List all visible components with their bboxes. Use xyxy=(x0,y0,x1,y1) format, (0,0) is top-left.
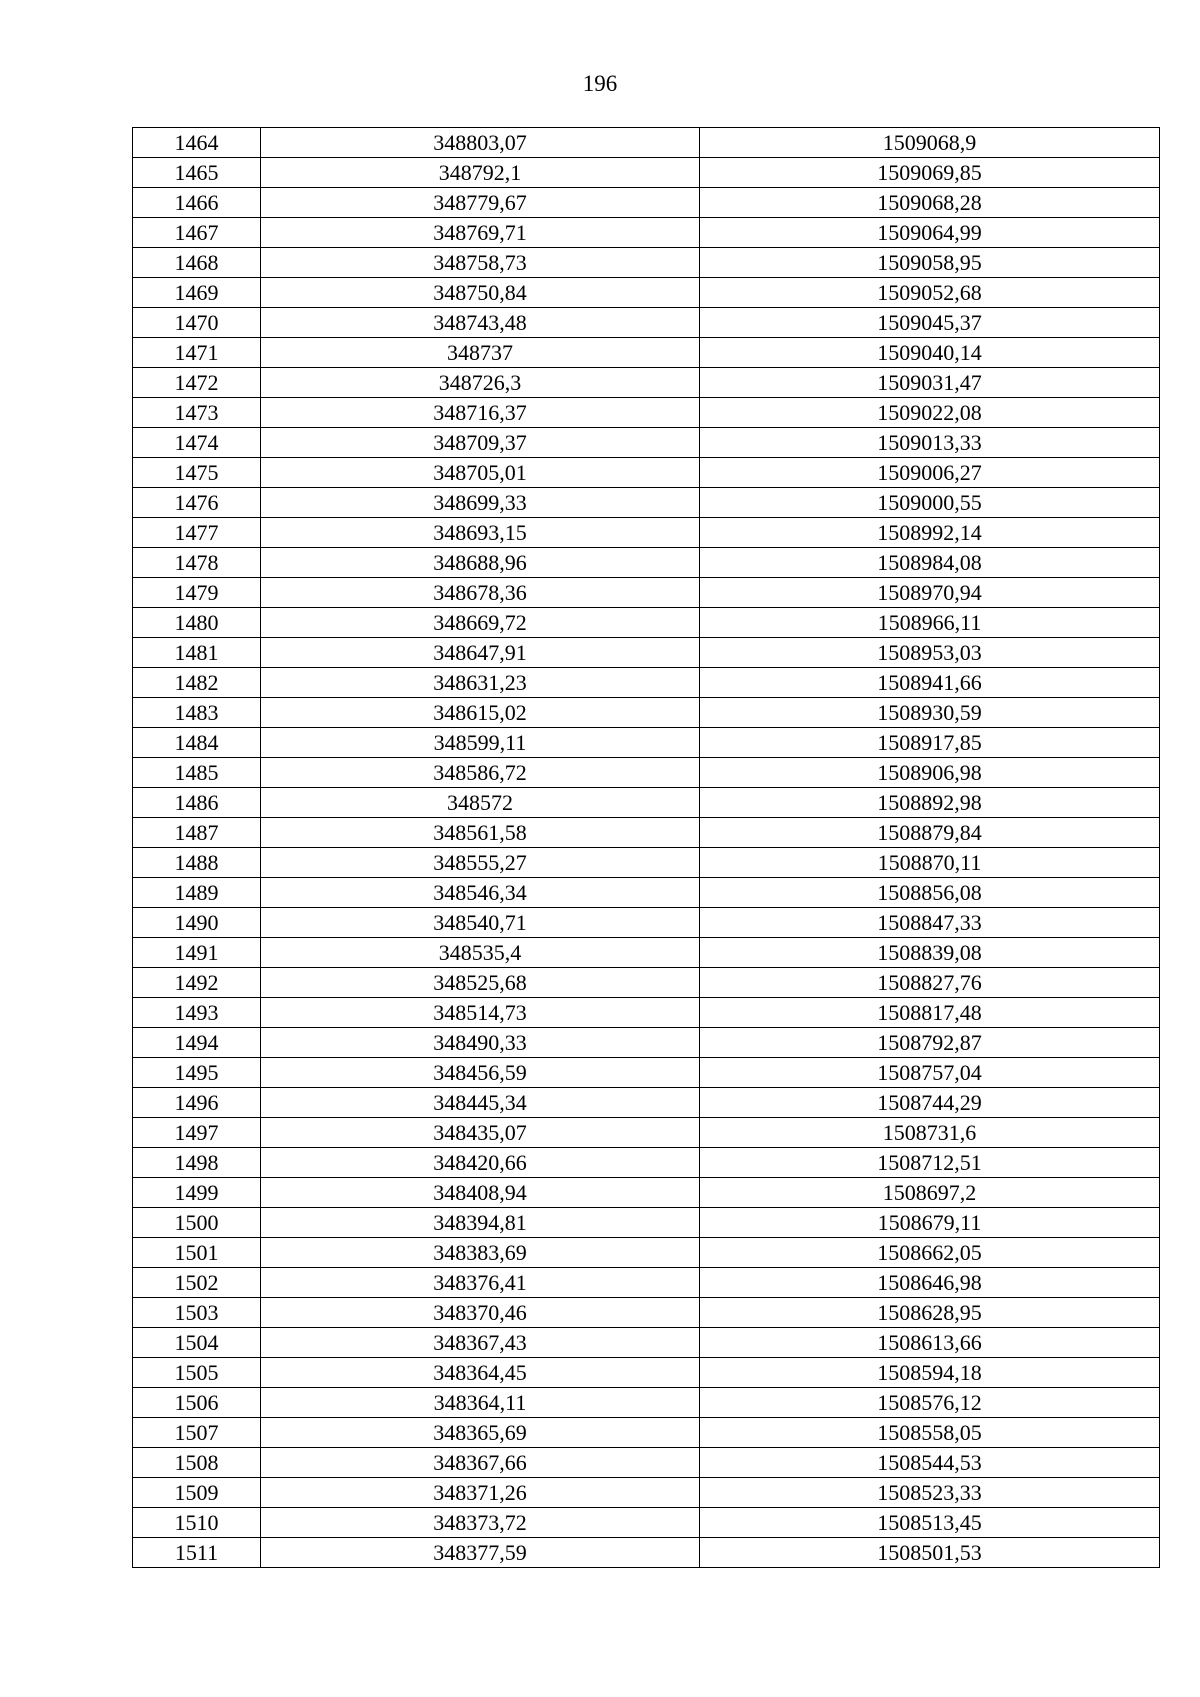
point-number-cell: 1481 xyxy=(133,638,261,668)
table-row xyxy=(133,788,1160,818)
table-row xyxy=(133,1328,1160,1358)
table-row xyxy=(133,188,1160,218)
table-row xyxy=(133,278,1160,308)
table-row xyxy=(133,128,1160,158)
x-coordinate-cell: 348525,68 xyxy=(261,968,700,998)
x-coordinate-cell: 348546,34 xyxy=(261,878,700,908)
x-coordinate-cell: 348371,26 xyxy=(261,1478,700,1508)
point-number-cell: 1465 xyxy=(133,158,261,188)
table-row xyxy=(133,338,1160,368)
table-row xyxy=(133,1088,1160,1118)
point-number-cell: 1490 xyxy=(133,908,261,938)
point-number-cell: 1509 xyxy=(133,1478,261,1508)
table-row xyxy=(133,938,1160,968)
point-number-cell: 1504 xyxy=(133,1328,261,1358)
x-coordinate-cell: 348716,37 xyxy=(261,398,700,428)
x-coordinate-cell: 348555,27 xyxy=(261,848,700,878)
point-number-cell: 1500 xyxy=(133,1208,261,1238)
point-number-cell: 1479 xyxy=(133,578,261,608)
table-row xyxy=(133,578,1160,608)
y-coordinate-cell: 1508544,53 xyxy=(700,1448,1160,1478)
point-number-cell: 1482 xyxy=(133,668,261,698)
x-coordinate-cell: 348779,67 xyxy=(261,188,700,218)
x-coordinate-cell: 348803,07 xyxy=(261,128,700,158)
point-number-cell: 1484 xyxy=(133,728,261,758)
table-row xyxy=(133,758,1160,788)
y-coordinate-cell: 1508839,08 xyxy=(700,938,1160,968)
x-coordinate-cell: 348364,11 xyxy=(261,1388,700,1418)
x-coordinate-cell: 348631,23 xyxy=(261,668,700,698)
y-coordinate-cell: 1508856,08 xyxy=(700,878,1160,908)
y-coordinate-cell: 1509013,33 xyxy=(700,428,1160,458)
table-row xyxy=(133,428,1160,458)
x-coordinate-cell: 348370,46 xyxy=(261,1298,700,1328)
point-number-cell: 1473 xyxy=(133,398,261,428)
table-row xyxy=(133,458,1160,488)
point-number-cell: 1495 xyxy=(133,1058,261,1088)
point-number-cell: 1467 xyxy=(133,218,261,248)
x-coordinate-cell: 348709,37 xyxy=(261,428,700,458)
y-coordinate-cell: 1508628,95 xyxy=(700,1298,1160,1328)
y-coordinate-cell: 1509031,47 xyxy=(700,368,1160,398)
y-coordinate-cell: 1509058,95 xyxy=(700,248,1160,278)
y-coordinate-cell: 1509068,28 xyxy=(700,188,1160,218)
y-coordinate-cell: 1508906,98 xyxy=(700,758,1160,788)
point-number-cell: 1480 xyxy=(133,608,261,638)
table-row xyxy=(133,638,1160,668)
point-number-cell: 1505 xyxy=(133,1358,261,1388)
table-row xyxy=(133,908,1160,938)
x-coordinate-cell: 348561,58 xyxy=(261,818,700,848)
y-coordinate-cell: 1508817,48 xyxy=(700,998,1160,1028)
y-coordinate-cell: 1508879,84 xyxy=(700,818,1160,848)
x-coordinate-cell: 348367,66 xyxy=(261,1448,700,1478)
x-coordinate-cell: 348792,1 xyxy=(261,158,700,188)
coordinates-table xyxy=(132,127,1160,1568)
y-coordinate-cell: 1508966,11 xyxy=(700,608,1160,638)
y-coordinate-cell: 1508953,03 xyxy=(700,638,1160,668)
point-number-cell: 1487 xyxy=(133,818,261,848)
x-coordinate-cell: 348678,36 xyxy=(261,578,700,608)
point-number-cell: 1468 xyxy=(133,248,261,278)
point-number-cell: 1502 xyxy=(133,1268,261,1298)
y-coordinate-cell: 1509000,55 xyxy=(700,488,1160,518)
x-coordinate-cell: 348693,15 xyxy=(261,518,700,548)
x-coordinate-cell: 348688,96 xyxy=(261,548,700,578)
x-coordinate-cell: 348743,48 xyxy=(261,308,700,338)
table-row xyxy=(133,1538,1160,1568)
y-coordinate-cell: 1508941,66 xyxy=(700,668,1160,698)
x-coordinate-cell: 348699,33 xyxy=(261,488,700,518)
x-coordinate-cell: 348364,45 xyxy=(261,1358,700,1388)
y-coordinate-cell: 1509069,85 xyxy=(700,158,1160,188)
table-row xyxy=(133,158,1160,188)
point-number-cell: 1472 xyxy=(133,368,261,398)
table-row xyxy=(133,968,1160,998)
table-row xyxy=(133,1298,1160,1328)
y-coordinate-cell: 1508679,11 xyxy=(700,1208,1160,1238)
x-coordinate-cell: 348383,69 xyxy=(261,1238,700,1268)
y-coordinate-cell: 1509022,08 xyxy=(700,398,1160,428)
y-coordinate-cell: 1509045,37 xyxy=(700,308,1160,338)
point-number-cell: 1488 xyxy=(133,848,261,878)
x-coordinate-cell: 348376,41 xyxy=(261,1268,700,1298)
y-coordinate-cell: 1508970,94 xyxy=(700,578,1160,608)
y-coordinate-cell: 1508501,53 xyxy=(700,1538,1160,1568)
table-row xyxy=(133,1388,1160,1418)
x-coordinate-cell: 348769,71 xyxy=(261,218,700,248)
table-row xyxy=(133,218,1160,248)
y-coordinate-cell: 1508646,98 xyxy=(700,1268,1160,1298)
table-row xyxy=(133,1118,1160,1148)
table-row xyxy=(133,1058,1160,1088)
y-coordinate-cell: 1508892,98 xyxy=(700,788,1160,818)
x-coordinate-cell: 348373,72 xyxy=(261,1508,700,1538)
y-coordinate-cell: 1508847,33 xyxy=(700,908,1160,938)
table-row xyxy=(133,1448,1160,1478)
table-row xyxy=(133,818,1160,848)
table-row xyxy=(133,848,1160,878)
x-coordinate-cell: 348758,73 xyxy=(261,248,700,278)
x-coordinate-cell: 348377,59 xyxy=(261,1538,700,1568)
y-coordinate-cell: 1508827,76 xyxy=(700,968,1160,998)
point-number-cell: 1492 xyxy=(133,968,261,998)
table-row xyxy=(133,1148,1160,1178)
table-row xyxy=(133,998,1160,1028)
x-coordinate-cell: 348647,91 xyxy=(261,638,700,668)
point-number-cell: 1507 xyxy=(133,1418,261,1448)
point-number-cell: 1486 xyxy=(133,788,261,818)
y-coordinate-cell: 1509064,99 xyxy=(700,218,1160,248)
table-row xyxy=(133,1178,1160,1208)
table-row xyxy=(133,668,1160,698)
x-coordinate-cell: 348726,3 xyxy=(261,368,700,398)
table-row xyxy=(133,1028,1160,1058)
point-number-cell: 1476 xyxy=(133,488,261,518)
point-number-cell: 1497 xyxy=(133,1118,261,1148)
table-row xyxy=(133,1358,1160,1388)
table-row xyxy=(133,1238,1160,1268)
y-coordinate-cell: 1508744,29 xyxy=(700,1088,1160,1118)
x-coordinate-cell: 348586,72 xyxy=(261,758,700,788)
point-number-cell: 1474 xyxy=(133,428,261,458)
x-coordinate-cell: 348365,69 xyxy=(261,1418,700,1448)
x-coordinate-cell: 348750,84 xyxy=(261,278,700,308)
point-number-cell: 1485 xyxy=(133,758,261,788)
point-number-cell: 1493 xyxy=(133,998,261,1028)
table-row xyxy=(133,1478,1160,1508)
point-number-cell: 1478 xyxy=(133,548,261,578)
x-coordinate-cell: 348540,71 xyxy=(261,908,700,938)
y-coordinate-cell: 1508523,33 xyxy=(700,1478,1160,1508)
y-coordinate-cell: 1508558,05 xyxy=(700,1418,1160,1448)
table-row xyxy=(133,548,1160,578)
x-coordinate-cell: 348435,07 xyxy=(261,1118,700,1148)
table-row xyxy=(133,368,1160,398)
point-number-cell: 1499 xyxy=(133,1178,261,1208)
x-coordinate-cell: 348599,11 xyxy=(261,728,700,758)
point-number-cell: 1471 xyxy=(133,338,261,368)
y-coordinate-cell: 1508712,51 xyxy=(700,1148,1160,1178)
x-coordinate-cell: 348615,02 xyxy=(261,698,700,728)
point-number-cell: 1464 xyxy=(133,128,261,158)
point-number-cell: 1496 xyxy=(133,1088,261,1118)
x-coordinate-cell: 348535,4 xyxy=(261,938,700,968)
x-coordinate-cell: 348705,01 xyxy=(261,458,700,488)
y-coordinate-cell: 1509040,14 xyxy=(700,338,1160,368)
x-coordinate-cell: 348367,43 xyxy=(261,1328,700,1358)
y-coordinate-cell: 1508697,2 xyxy=(700,1178,1160,1208)
point-number-cell: 1491 xyxy=(133,938,261,968)
table-row xyxy=(133,488,1160,518)
point-number-cell: 1475 xyxy=(133,458,261,488)
x-coordinate-cell: 348408,94 xyxy=(261,1178,700,1208)
point-number-cell: 1511 xyxy=(133,1538,261,1568)
point-number-cell: 1469 xyxy=(133,278,261,308)
table-row xyxy=(133,878,1160,908)
y-coordinate-cell: 1508513,45 xyxy=(700,1508,1160,1538)
table-row xyxy=(133,1508,1160,1538)
y-coordinate-cell: 1508917,85 xyxy=(700,728,1160,758)
table-row xyxy=(133,518,1160,548)
point-number-cell: 1508 xyxy=(133,1448,261,1478)
page-number: 196 xyxy=(582,71,618,96)
x-coordinate-cell: 348737 xyxy=(261,338,700,368)
point-number-cell: 1489 xyxy=(133,878,261,908)
point-number-cell: 1466 xyxy=(133,188,261,218)
point-number-cell: 1494 xyxy=(133,1028,261,1058)
x-coordinate-cell: 348490,33 xyxy=(261,1028,700,1058)
x-coordinate-cell: 348445,34 xyxy=(261,1088,700,1118)
table-row xyxy=(133,398,1160,428)
y-coordinate-cell: 1508984,08 xyxy=(700,548,1160,578)
x-coordinate-cell: 348420,66 xyxy=(261,1148,700,1178)
x-coordinate-cell: 348456,59 xyxy=(261,1058,700,1088)
point-number-cell: 1470 xyxy=(133,308,261,338)
coordinates-table-body xyxy=(133,128,1160,1568)
point-number-cell: 1498 xyxy=(133,1148,261,1178)
y-coordinate-cell: 1508662,05 xyxy=(700,1238,1160,1268)
y-coordinate-cell: 1508992,14 xyxy=(700,518,1160,548)
y-coordinate-cell: 1508930,59 xyxy=(700,698,1160,728)
x-coordinate-cell: 348572 xyxy=(261,788,700,818)
table-row xyxy=(133,1418,1160,1448)
point-number-cell: 1503 xyxy=(133,1298,261,1328)
y-coordinate-cell: 1508870,11 xyxy=(700,848,1160,878)
point-number-cell: 1506 xyxy=(133,1388,261,1418)
table-row xyxy=(133,728,1160,758)
y-coordinate-cell: 1508757,04 xyxy=(700,1058,1160,1088)
point-number-cell: 1483 xyxy=(133,698,261,728)
x-coordinate-cell: 348514,73 xyxy=(261,998,700,1028)
table-row xyxy=(133,608,1160,638)
y-coordinate-cell: 1508731,6 xyxy=(700,1118,1160,1148)
table-row xyxy=(133,248,1160,278)
y-coordinate-cell: 1509006,27 xyxy=(700,458,1160,488)
table-row xyxy=(133,698,1160,728)
point-number-cell: 1477 xyxy=(133,518,261,548)
point-number-cell: 1510 xyxy=(133,1508,261,1538)
x-coordinate-cell: 348669,72 xyxy=(261,608,700,638)
y-coordinate-cell: 1508613,66 xyxy=(700,1328,1160,1358)
point-number-cell: 1501 xyxy=(133,1238,261,1268)
y-coordinate-cell: 1509068,9 xyxy=(700,128,1160,158)
y-coordinate-cell: 1508792,87 xyxy=(700,1028,1160,1058)
table-row xyxy=(133,308,1160,338)
table-row xyxy=(133,1268,1160,1298)
y-coordinate-cell: 1509052,68 xyxy=(700,278,1160,308)
x-coordinate-cell: 348394,81 xyxy=(261,1208,700,1238)
y-coordinate-cell: 1508576,12 xyxy=(700,1388,1160,1418)
table-row xyxy=(133,1208,1160,1238)
y-coordinate-cell: 1508594,18 xyxy=(700,1358,1160,1388)
